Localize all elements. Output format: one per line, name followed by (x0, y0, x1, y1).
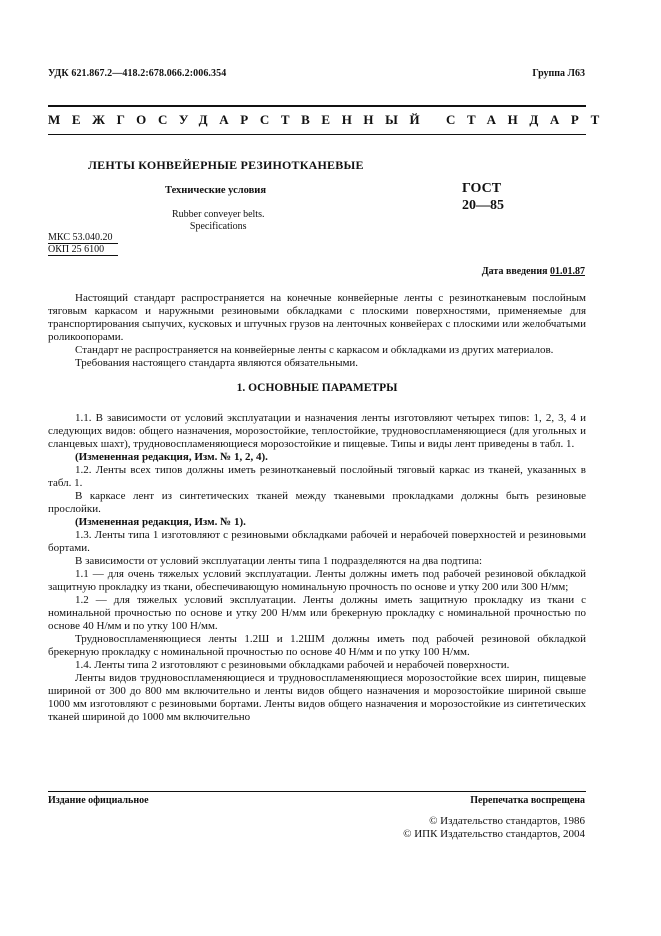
official-edition-label: Издание официальное (48, 795, 149, 806)
top-rule (48, 105, 586, 107)
clause-1-3-subtype-1-1: 1.1 — для очень тяжелых условий эксплуатации. Ленты должны иметь под рабочей резиновой обкладкой защитную прокладку из ткани, обеспечивающую номинальную прочность по основе и утку 200 или 300 Н/мм; (48, 568, 586, 593)
footer-rule (48, 791, 586, 792)
amendment-note: (Измененная редакция, Изм. № 1, 2, 4). (75, 451, 268, 463)
paragraph-scope: Настоящий стандарт распространяется на конечные конвейерные ленты с резинотканевым послойным тяговым каркасом и наружными резиновыми обкладками с плоскими поверхностями, применяемые для транспортирования сыпучих, кусковых и штучных грузов на ленточных конвейерах с плоскими или желобчатыми роликоопорами. (48, 292, 586, 343)
gost-label: ГОСТ (462, 181, 502, 196)
intro-date-value: 01.01.87 (550, 266, 585, 277)
clause-1-3-fire-resistant: Трудновоспламеняющиеся ленты 1.2Ш и 1.2ШМ должны иметь под рабочей резиновой обкладкой брекерную прокладку с номинальной прочностью по основе 40 Н/мм и по утку 100 Н/мм. (48, 633, 586, 658)
udc-code: УДК 621.867.2—418.2:678.066.2:006.354 (48, 68, 227, 79)
gost-number: 20—85 (462, 198, 504, 213)
english-title-line-1: Rubber conveyer belts. (172, 209, 265, 220)
document-body (48, 292, 586, 724)
english-title (172, 209, 264, 233)
clause-1-3: 1.3. Ленты типа 1 изготовляют с резиновыми обкладками рабочей и нерабочей поверхностей и резиновыми бортами. (48, 529, 586, 554)
classification-codes (48, 232, 118, 256)
intro-date (482, 266, 585, 277)
group-code: Группа Л63 (532, 68, 585, 79)
english-title-line-2: Specifications (189, 221, 247, 232)
interstate-standard-heading: МЕЖГОСУДАРСТВЕННЫЙ СТАНДАРТ (48, 112, 611, 127)
clause-1-2: 1.2. Ленты всех типов должны иметь резинотканевый послойный тяговый каркас из тканей, указанных в табл. 1. (48, 464, 586, 489)
paragraph-mandatory: Требования настоящего стандарта являются обязательными. (75, 357, 359, 369)
clause-1-2-interlayers: В каркасе лент из синтетических тканей между тканевыми прокладками должны быть резиновые прослойки. (48, 490, 586, 515)
copyright-line-1: © Издательство стандартов, 1986 (429, 815, 585, 827)
section-heading: 1. ОСНОВНЫЕ ПАРАМЕТРЫ (236, 382, 398, 394)
reprint-notice: Перепечатка воспрещена (470, 795, 585, 806)
clause-1-3-subtype-1-2: 1.2 — для тяжелых условий эксплуатации. Ленты должны иметь защитную прокладку из ткани с номинальной прочностью по основе и утку 200 Н/мм или брекерную прокладку с номинальной прочностью по основе 40 Н/мм и по утку 100 Н/мм. (48, 594, 586, 632)
heading-rule (48, 134, 586, 135)
gost-designation (462, 180, 504, 214)
document-title: ЛЕНТЫ КОНВЕЙЕРНЫЕ РЕЗИНОТКАНЕВЫЕ (88, 158, 364, 172)
document-subtitle: Технические условия (165, 185, 267, 196)
clause-1-1: 1.1. В зависимости от условий эксплуатации и назначения ленты изготовляют четырех типов: 1, 2, 3, 4 и следующих видов: общего назначения, морозостойкие, теплостойкие, трудновоспламеняющиеся (для угольных и сланцевых шахт), трудновоспламеняющиеся морозостойкие и пищевые. Типы и виды лент приведены в табл. 1. (48, 412, 586, 450)
okp-code: ОКП 25 6100 (48, 244, 118, 256)
clause-1-4: 1.4. Ленты типа 2 изготовляют с резиновыми обкладками рабочей и нерабочей поверхности. (75, 659, 510, 671)
intro-date-label: Дата введения (481, 266, 548, 277)
copyright-block (403, 815, 585, 841)
amendment-note: (Измененная редакция, Изм. № 1). (75, 516, 246, 528)
clause-1-4-edges: Ленты видов трудновоспламеняющиеся и трудновоспламеняющиеся морозостойкие всех ширин, пищевые шириной от 300 до 800 мм включительно и ленты видов общего назначения и морозостойкие шириной свыше 1000 мм изготовляют с резиновыми бортами. Ленты видов общего назначения и морозостойкие из синтетических тканей шириной до 1000 мм включительно (48, 672, 586, 723)
paragraph-exclusion: Стандарт не распространяется на конвейерные ленты с каркасом и обкладками из других материалов. (75, 344, 554, 356)
clause-1-3-subtypes: В зависимости от условий эксплуатации ленты типа 1 подразделяются на два подтипа: (75, 555, 483, 567)
copyright-line-2: © ИПК Издательство стандартов, 2004 (403, 828, 585, 840)
mks-code: МКС 53.040.20 (48, 232, 118, 244)
